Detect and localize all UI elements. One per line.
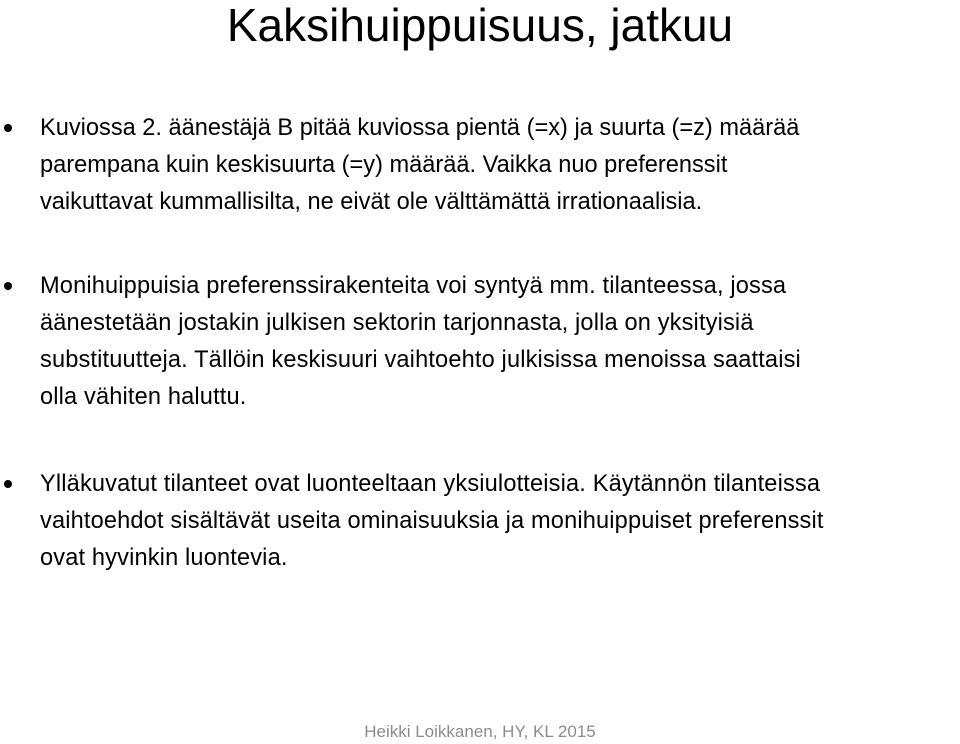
bullet-line: vaikuttavat kummallisilta, ne eivät ole välttämättä irrationaalisia. xyxy=(40,189,703,215)
slide-title: Kaksihuippuisuus, jatkuu xyxy=(226,0,734,51)
bullet-line: olla vähiten haluttu. xyxy=(40,384,247,410)
slide-footer: Heikki Loikkanen, HY, KL 2015 xyxy=(364,722,596,741)
bullet-text xyxy=(40,110,960,221)
bullet-line: Ylläkuvatut tilanteet ovat luonteeltaan yksiulotteisia. Käytännön tilanteissa xyxy=(40,471,821,497)
bullet-line: Monihuippuisia preferenssirakenteita voi syntyä mm. tilanteessa, jossa xyxy=(40,273,787,299)
bullet-dot-icon xyxy=(4,282,12,290)
bullet-line: vaihtoehdot sisältävät useita ominaisuuksia ja monihuippuiset preferenssit xyxy=(40,508,824,534)
bullet-line: substituutteja. Tällöin keskisuuri vaihtoehto julkisissa menoissa saattaisi xyxy=(40,347,801,373)
bullet-line: Kuviossa 2. äänestäjä B pitää kuviossa pientä (=x) ja suurta (=z) määrää xyxy=(40,115,800,141)
bullet-line: parempana kuin keskisuurta (=y) määrää. Vaikka nuo preferenssit xyxy=(40,152,728,178)
bullet-dot-icon xyxy=(4,124,12,132)
bullet-text xyxy=(40,466,960,577)
bullet-text xyxy=(40,268,960,416)
bullet-line: äänestetään jostakin julkisen sektorin tarjonnasta, jolla on yksityisiä xyxy=(40,310,754,336)
bullet-dot-icon xyxy=(4,480,12,488)
bullet-line: ovat hyvinkin luontevia. xyxy=(40,545,288,571)
